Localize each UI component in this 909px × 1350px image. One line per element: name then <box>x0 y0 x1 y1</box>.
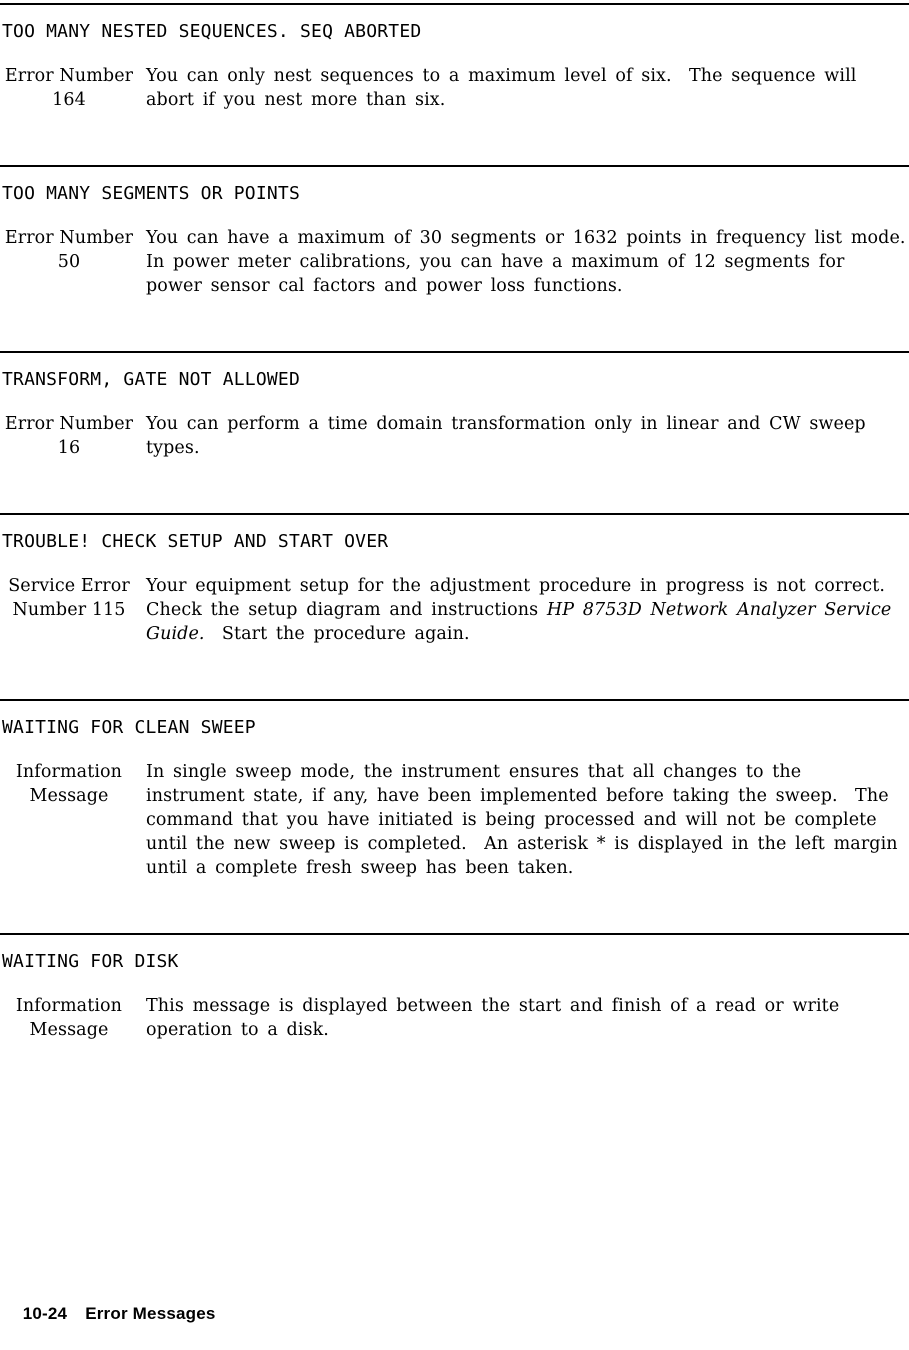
description-text-run: You can have a maximum of 30 segments or 1632 points in frequency list mode. <box>146 228 906 248</box>
description-text-run: power sensor cal factors and power loss functions. <box>146 276 623 296</box>
message-description <box>146 760 898 880</box>
description-line <box>146 622 891 646</box>
description-line <box>146 808 898 832</box>
message-description <box>146 574 891 646</box>
description-line <box>146 598 891 622</box>
description-text-run: In single sweep mode, the instrument ensures that all changes to the <box>146 762 802 782</box>
message-type-label-line: Error Number <box>4 228 134 248</box>
message-type-label <box>0 226 138 298</box>
error-message-heading: TROUBLE! CHECK SETUP AND START OVER <box>2 531 389 552</box>
divider-rule <box>0 165 909 167</box>
error-message-section <box>0 3 909 112</box>
message-description <box>146 994 839 1042</box>
message-row <box>0 760 909 880</box>
message-type-label-line: 50 <box>57 252 81 272</box>
description-line <box>146 574 891 598</box>
message-type-label-line: Message <box>29 1020 109 1040</box>
message-type-label-line: Service Error <box>8 576 130 596</box>
error-message-heading: WAITING FOR DISK <box>2 951 179 972</box>
description-line <box>146 832 898 856</box>
message-type-label-line: Number 115 <box>12 600 126 620</box>
description-text-run: You can only nest sequences to a maximum level of six. The sequence will <box>146 66 857 86</box>
description-text-run: Start the procedure again. <box>204 624 470 644</box>
error-message-section <box>0 699 909 880</box>
description-text-run: operation to a disk. <box>146 1020 329 1040</box>
page-number: 10-24 <box>22 1304 68 1323</box>
message-description <box>146 226 906 298</box>
description-text-run: In power meter calibrations, you can have a maximum of 12 segments for <box>146 252 845 272</box>
description-text-run: Check the setup diagram and instructions <box>146 600 547 620</box>
description-line <box>146 226 906 250</box>
description-line <box>146 1018 839 1042</box>
description-text-run: types. <box>146 438 200 458</box>
description-line <box>146 250 906 274</box>
divider-rule <box>0 351 909 353</box>
description-text-run: Guide. <box>146 624 205 644</box>
message-row <box>0 226 909 298</box>
message-row <box>0 412 909 460</box>
description-line <box>146 88 856 112</box>
description-line <box>146 436 866 460</box>
error-message-section <box>0 933 909 1042</box>
message-type-label <box>0 64 138 112</box>
description-text-run: Your equipment setup for the adjustment procedure in progress is not correct. <box>146 576 886 596</box>
description-text-run: HP 8753D Network Analyzer Service <box>546 600 892 620</box>
description-line <box>146 760 898 784</box>
message-type-label <box>0 760 138 880</box>
error-message-section <box>0 165 909 298</box>
description-line <box>146 274 906 298</box>
message-type-label-line: 164 <box>52 90 86 110</box>
description-text-run: You can perform a time domain transformation only in linear and CW sweep <box>146 414 866 434</box>
message-type-label <box>0 574 138 646</box>
description-text-run: instrument state, if any, have been implemented before taking the sweep. The <box>146 786 889 806</box>
description-text-run: This message is displayed between the start and finish of a read or write <box>146 996 840 1016</box>
divider-rule <box>0 513 909 515</box>
description-line <box>146 994 839 1018</box>
message-description <box>146 412 866 460</box>
message-type-label-line: Information <box>15 762 123 782</box>
message-row <box>0 574 909 646</box>
page-footer <box>3 1284 216 1344</box>
description-text-run: until the new sweep is completed. An asterisk * is displayed in the left margin <box>146 834 898 854</box>
description-text-run: until a complete fresh sweep has been taken. <box>146 858 574 878</box>
divider-rule <box>0 3 909 5</box>
description-line <box>146 856 898 880</box>
message-type-label-line: Error Number <box>4 414 134 434</box>
description-line <box>146 64 856 88</box>
description-text-run: abort if you nest more than six. <box>146 90 446 110</box>
divider-rule <box>0 933 909 935</box>
message-row <box>0 64 909 112</box>
message-row <box>0 994 909 1042</box>
error-message-heading: TRANSFORM, GATE NOT ALLOWED <box>2 369 300 390</box>
error-message-heading: TOO MANY NESTED SEQUENCES. SEQ ABORTED <box>2 21 422 42</box>
description-text-run: command that you have initiated is being processed and will not be complete <box>146 810 877 830</box>
message-type-label-line: Information <box>15 996 123 1016</box>
message-type-label-line: Message <box>29 786 109 806</box>
error-message-section <box>0 513 909 646</box>
error-message-section <box>0 351 909 460</box>
footer-chapter-title: Error Messages <box>85 1304 216 1323</box>
description-line <box>146 784 898 808</box>
message-type-label-line: 16 <box>57 438 81 458</box>
message-type-label <box>0 412 138 460</box>
message-type-label-line: Error Number <box>4 66 134 86</box>
divider-rule <box>0 699 909 701</box>
message-description <box>146 64 856 112</box>
message-type-label <box>0 994 138 1042</box>
error-message-heading: TOO MANY SEGMENTS OR POINTS <box>2 183 300 204</box>
description-line <box>146 412 866 436</box>
error-message-heading: WAITING FOR CLEAN SWEEP <box>2 717 256 738</box>
